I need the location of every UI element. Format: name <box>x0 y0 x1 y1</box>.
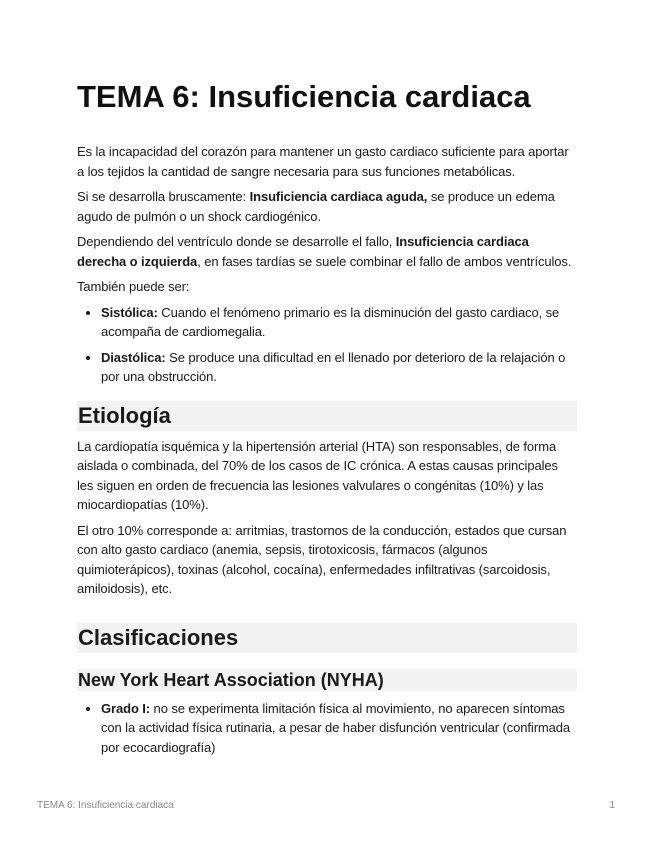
type-list <box>77 303 577 387</box>
list-item <box>101 303 577 342</box>
intro-paragraph-2 <box>77 187 577 226</box>
page-number: 1 <box>609 800 615 811</box>
intro-p2-tail: se produce un edema agudo de pulmón o un shock cardiogénico. <box>77 189 555 224</box>
intro-p2-bold: Insuficiencia cardiaca aguda, <box>249 189 428 204</box>
intro-paragraph-1: Es la incapacidad del corazón para mantener un gasto cardiaco suficiente para aportar a los tejidos la cantidad de sangre necesaria para sus funciones metabólicas. <box>77 144 569 179</box>
etiologia-paragraph-2: El otro 10% corresponde a: arritmias, trastornos de la conducción, estados que cursan con alto gasto cardiaco (anemia, sepsis, tirotoxicosis, fármacos (algunos quimioterápicos), toxinas (alcohol, cocaína), enfermedades infiltrativas (sarcoidosis, amiloidosis), etc. <box>77 522 567 596</box>
list-item-text: Se produce una dificultad en el llenado por deterioro de la relajación o por una obstrucción. <box>101 349 566 384</box>
subsection-heading-nyha: New York Heart Association (NYHA) <box>77 669 577 691</box>
section-heading-etiologia: Etiología <box>77 401 577 431</box>
page-title: TEMA 6: Insuficiencia cardiaca <box>77 79 531 114</box>
list-item-text: no se experimenta limitación física al movimiento, no aparecen síntomas con la actividad física rutinaria, a pesar de haber disfunción ventricular (confirmada por ecocardiografía) <box>101 700 571 755</box>
list-item-term: Sistólica: <box>101 304 158 320</box>
list-item <box>101 699 577 758</box>
intro-paragraph-4: También puede ser: <box>77 279 190 294</box>
intro-p2-text: Si se desarrolla bruscamente: <box>77 189 250 204</box>
list-item-text: Cuando el fenómeno primario es la disminución del gasto cardiaco, se acompaña de cardiomegalia. <box>101 304 560 339</box>
list-item-term: Grado I: <box>101 700 151 716</box>
intro-p3-tail: , en fases tardías se suele combinar el fallo de ambos ventrículos. <box>197 253 572 269</box>
intro-p3-text: Dependiendo del ventrículo donde se desarrolle el fallo, <box>77 234 396 249</box>
list-item <box>101 348 577 387</box>
document-body <box>77 78 577 763</box>
footer-title: TEMA 6: Insuficiencia cardiaca <box>37 800 174 811</box>
page-footer <box>37 800 615 811</box>
section-heading-clasificaciones: Clasificaciones <box>77 623 577 653</box>
intro-paragraph-3 <box>77 232 577 271</box>
intro-p3-bold: Insuficiencia cardiaca derecha o izquierda <box>77 234 529 269</box>
list-item-term: Diastólica: <box>101 349 166 365</box>
etiologia-paragraph-1: La cardiopatía isquémica y la hipertensión arterial (HTA) son responsables, de forma aislada o combinada, del 70% de los casos de IC crónica. A estas causas principales les siguen en orden de frecuencia las lesiones valvulares o congénitas (10%) y las miocardiopatías (10%). <box>77 438 558 512</box>
nyha-list <box>77 699 577 758</box>
